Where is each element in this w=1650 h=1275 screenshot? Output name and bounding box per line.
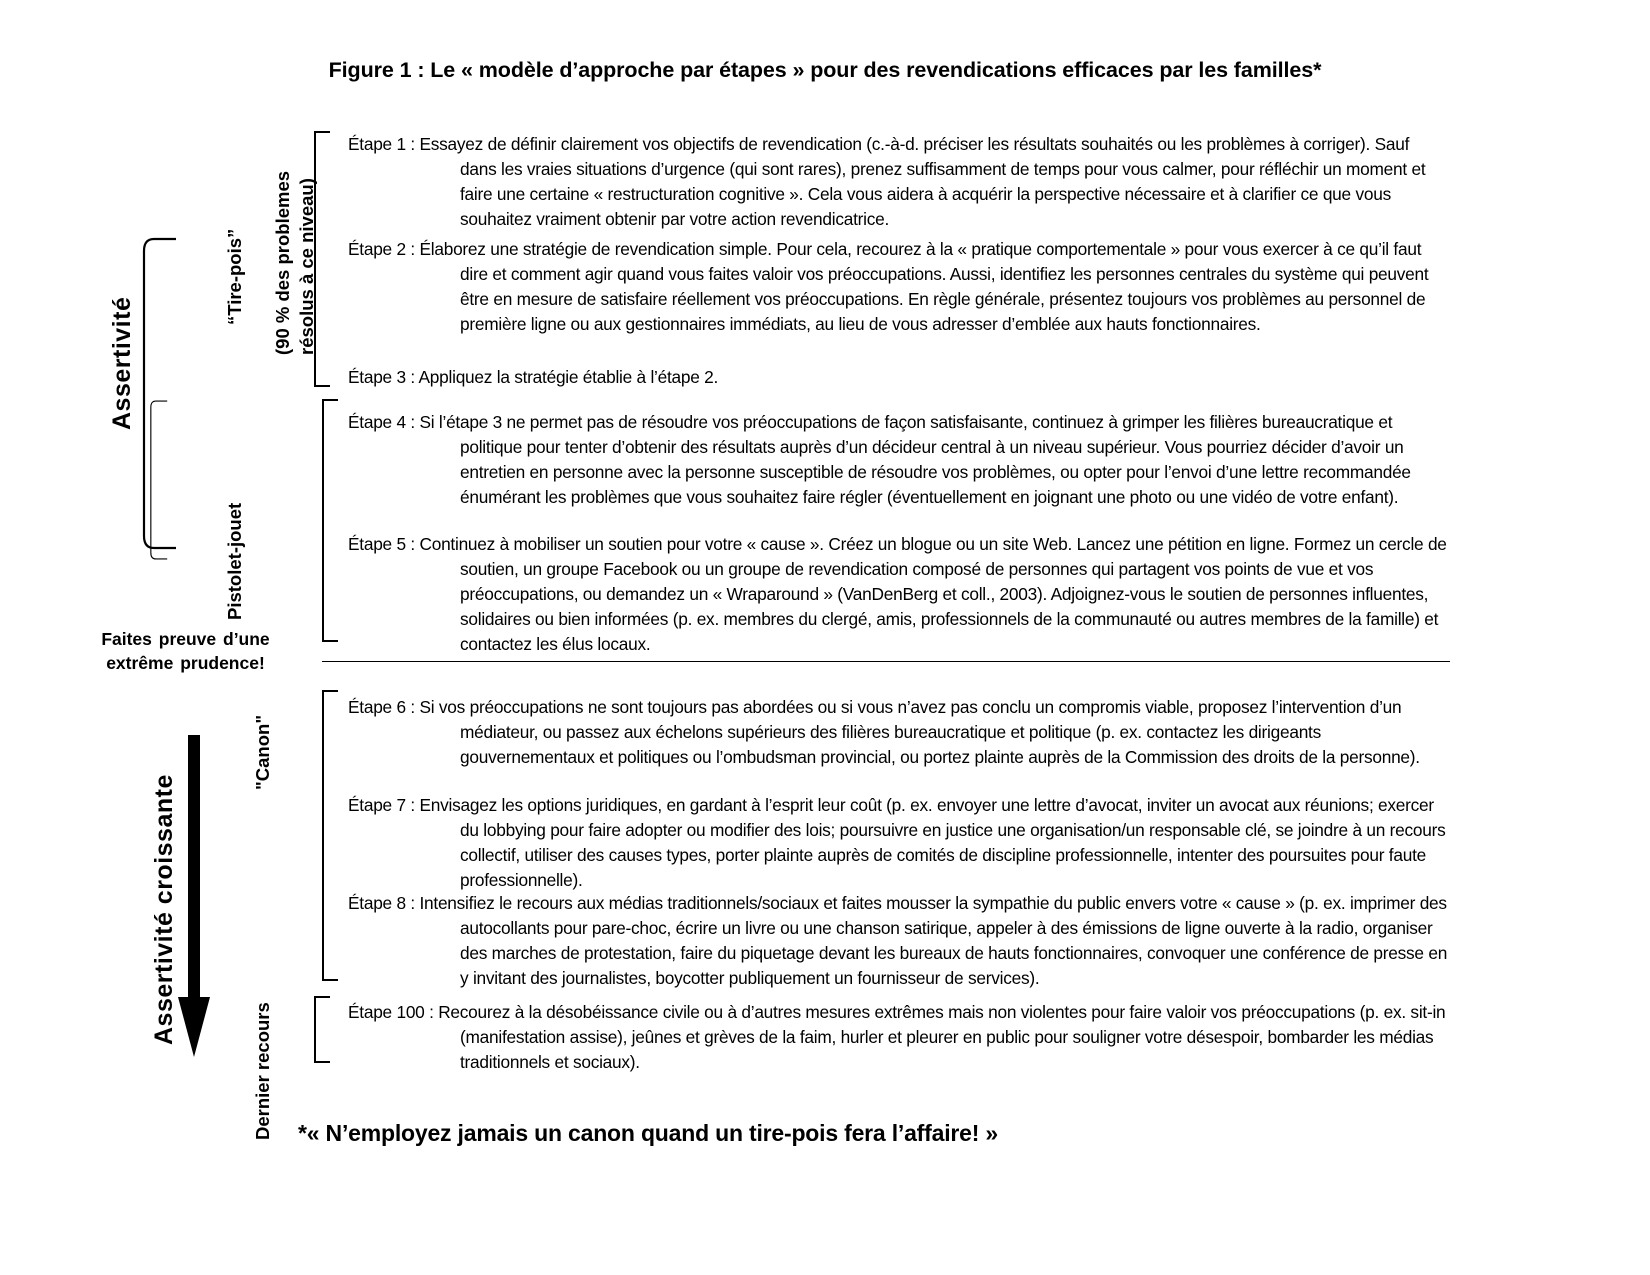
axis-label-assertivite: Assertivité	[108, 296, 136, 430]
axis-label-assertivite-croissante: Assertivité croissante	[150, 774, 178, 1045]
step-text: Étape 1 : Essayez de définir clairement vos objectifs de revendication (c.-à-d. préciser les résultats souhaités ou les problèmes à corriger). Sauf dans les vraies situations d’urgence (qui sont rares), prenez suffisamment de temps pour vous calmer, pour réfléchir un moment et faire une certaine « restructuration cognitive ». Cela vous aidera à acquérir la perspective nécessaire et à clarifier ce que vous souhaitez vraiment obtenir par votre action revendicatrice.	[348, 134, 1426, 229]
group-label-percent-line2: résolus à ce niveau)	[296, 178, 317, 355]
section-divider	[322, 661, 1450, 662]
step-paragraph-etape-8	[348, 891, 1448, 991]
step-text: Étape 2 : Élaborez une stratégie de revendication simple. Pour cela, recourez à la « pratique comportementale » pour vous exercer à ce qu’il faut dire et comment agir quand vous faites valoir vos préoccupations. Aussi, identifiez les personnes centrales du système qui peuvent être en mesure de satisfaire réellement vos préoccupations. En règle générale, présentez toujours vos problèmes au personnel de première ligne ou aux gestionnaires immédiats, au lieu de vous adresser d’emblée aux hauts fonctionnaires.	[348, 239, 1429, 334]
brace-pistolet-jouet-group	[140, 400, 176, 560]
page-title: Figure 1 : Le « modèle d’approche par étapes » pour des revendications efficaces par les familles*	[328, 58, 1322, 82]
step-paragraph-etape-5	[348, 532, 1448, 657]
step-paragraph-etape-100	[348, 1000, 1448, 1075]
step-text: Étape 8 : Intensifiez le recours aux médias traditionnels/sociaux et faites mousser la sympathie du public envers votre « cause » (p. ex. imprimer des autocollants pour pare-choc, écrire un livre ou une chanson satirique, appeler à des émissions de ligne ouverte à la radio, organiser des marches de protestation, faire du piquetage devant les bureaux de hauts fonctionnaires, convoquer une conférence de presse en y invitant des journalistes, boycotter publiquement un fournisseur de services).	[348, 893, 1448, 988]
step-text: Étape 5 : Continuez à mobiliser un soutien pour votre « cause ». Créez un blogue ou un site Web. Lancez une pétition en ligne. Formez un cercle de soutien, un groupe Facebook ou un groupe de revendication composé de personnes qui partagent vos points de vue et vos préoccupations, ou demandez un « Wraparound » (VanDenBerg et coll., 2003). Adjoignez-vous le soutien de personnes influentes, solidaires ou bien informées (p. ex. membres du clergé, amis, professionnels de la communauté ou autres membres de la famille) et contactez les élus locaux.	[348, 534, 1447, 654]
warning-caution-text: Faites preuve d’une extrême prudence!	[101, 629, 270, 673]
step-text: Étape 100 : Recourez à la désobéissance civile ou à d’autres mesures extrêmes mais non violentes pour faire valoir vos préoccupations (p. ex. sit-in (manifestation assise), jeûnes et grèves de la faim, hurler et pleurer en public pour souligner votre désespoir, bombarder les médias traditionnels et sociaux).	[348, 1002, 1446, 1072]
figure-footnote: *« N’employez jamais un canon quand un tire-pois fera l’affaire! »	[298, 1120, 998, 1146]
step-paragraph-etape-1	[348, 132, 1448, 232]
increasing-assertiveness-arrow-icon	[178, 735, 210, 1057]
group-label-percent-line1: (90 % des problemes	[272, 170, 293, 355]
step-text: Étape 6 : Si vos préoccupations ne sont toujours pas abordées ou si vous n’avez pas conclu un compromis viable, proposez l’intervention d’un médiateur, ou passez aux échelons supérieurs des filières bureaucratique et politique (p. ex. contactez les dirigeants gouvernementaux et politiques ou l’ombudsman provincial, ou portez plainte auprès de la Commission des droits de la personne).	[348, 697, 1420, 767]
group-label-pistolet-jouet: Pistolet-jouet	[224, 502, 245, 620]
group-label-tire-pois: “Tire-pois”	[224, 228, 245, 325]
step-text: Étape 3 : Appliquez la stratégie établie à l’étape 2.	[348, 367, 719, 387]
group-label-canon: "Canon"	[252, 714, 273, 790]
bracket-steps-1-3	[314, 131, 330, 387]
step-text: Étape 4 : Si l’étape 3 ne permet pas de résoudre vos préoccupations de façon satisfaisante, continuez à grimper les filières bureaucratique et politique pour tenter d’obtenir des résultats auprès d’un décideur central à un niveau supérieur. Vous pourriez décider d’avoir un entretien en personne avec la personne susceptible de résoudre vos problèmes, ou opter pour l’envoi d’une lettre recommandée énumérant les problèmes que vous souhaitez faire régler (éventuellement en joignant une photo ou une vidéo de votre enfant).	[348, 412, 1411, 507]
step-text: Étape 7 : Envisagez les options juridiques, en gardant à l’esprit leur coût (p. ex. envoyer une lettre d’avocat, inviter un avocat aux réunions; exercer du lobbying pour faire adopter ou modifier des lois; poursuivre en justice une organisation/un responsable clé, se joindre à un recours collectif, utiliser des causes types, porter plainte auprès de comités de discipline professionnelle, intenter des poursuites pour faute professionnelle).	[348, 795, 1446, 890]
bracket-steps-6-8	[322, 690, 338, 981]
step-paragraph-etape-6	[348, 695, 1448, 770]
group-label-dernier-recours: Dernier recours	[252, 1002, 273, 1140]
step-paragraph-etape-2	[348, 237, 1448, 337]
bracket-step-100	[314, 996, 330, 1063]
step-paragraph-etape-3	[348, 365, 1448, 390]
step-paragraph-etape-4	[348, 410, 1448, 510]
step-paragraph-etape-7	[348, 793, 1448, 893]
bracket-steps-4-5	[322, 399, 338, 642]
